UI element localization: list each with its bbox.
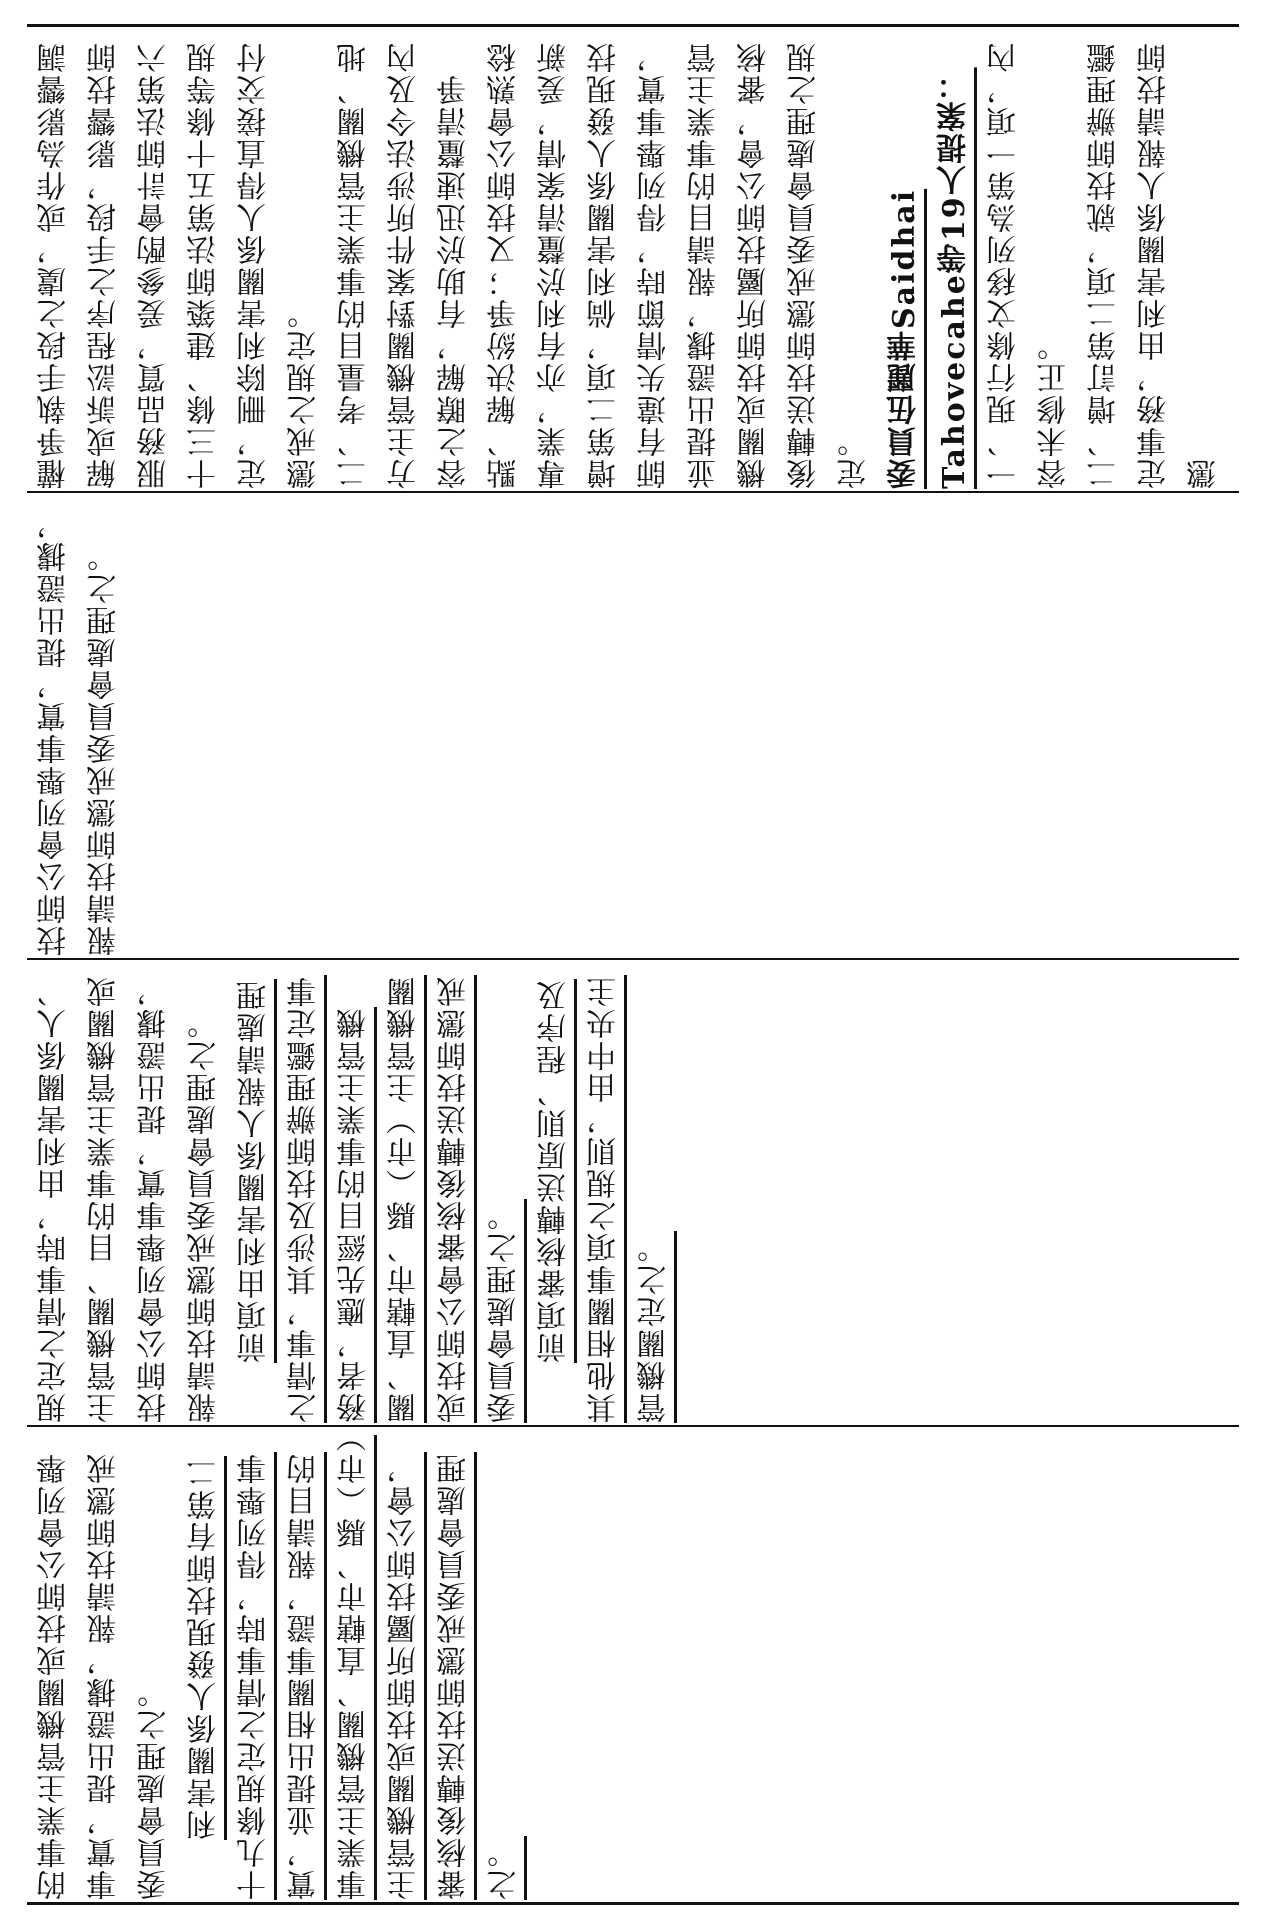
paragraph: 權爭執手段之虞，或作為影響調解或訴訟程序之手段，影響技師服務品質，爰參酌會計師法第六十三條、建築師法第五十條等規定，刪除利害關係人得直接交付懲戒之規定。 bbox=[37, 41, 322, 489]
paragraph: 一、現行條文移列為第一項，內容未修正。 bbox=[987, 41, 1072, 489]
paragraph: 委員伍麗華Saidhai Tahovecahe等19人提案： bbox=[887, 67, 972, 489]
column-divider-3 bbox=[27, 1425, 1239, 1427]
paragraph: 利害關係人發現技師有第二十九條規定之情事時，得列舉事實，並提出相關事證，報請目的事業主管機關、直轄市、縣（市）主管機關或技師所屬技師公會，審核後轉送技師懲戒委員會處理之。 bbox=[187, 1435, 522, 1900]
table-column-1 bbox=[30, 1430, 1230, 1900]
paragraph: 前項審核轉送原則、程序及其他相關事項之規則，由中央主管機關定之。 bbox=[537, 975, 672, 1423]
table-column-3 bbox=[30, 496, 1230, 956]
paragraph: 規定之情事時，由利害關係人、主管機關、目的事業主管機關或技師公會列舉事實，提出證據，報請技師懲戒委員會處理之。 bbox=[37, 975, 222, 1423]
column-divider-2 bbox=[27, 958, 1239, 960]
column-divider-1 bbox=[27, 491, 1239, 493]
table-column-2 bbox=[30, 963, 1230, 1423]
table-column-4 bbox=[30, 29, 1230, 489]
paragraph: 技師公會列舉事實，提出證據，報請技師懲戒委員會處理之。 bbox=[37, 508, 122, 956]
paragraph: 前項由利害關係人報請處理之情事，其涉及技師辦理鑑定事務者，應先經目的事業主管機關、直轄市、縣（市）主管機關或技師公會審核後轉送技師懲戒委員會處理之。 bbox=[237, 975, 522, 1423]
bottom-rule bbox=[27, 1902, 1239, 1905]
paragraph: 二、考量目的事業主管機關、地方主管機關對案件所涉法令及內容之瞭解，有助於迅速釐清爭點、解決紛爭；又技師公會熟稔專業，亦有利於釐清案情，爰新增第二項，倘利害關係人發現技師有違失情節時，得列舉事實，並提出證據，報請目的事業主管機關或技師所屬技師公會，審核後轉送技師懲戒委員會處理之規定。 bbox=[337, 41, 872, 489]
paragraph: 的事業主管機關或技師公會列舉事實，提出證據，報請技師懲戒委員會處理之。 bbox=[37, 1452, 172, 1900]
paragraph: 二、增訂第二項，就技師辦理鑑定事務，由利害關係人報請技師懲 bbox=[1087, 41, 1222, 489]
top-rule bbox=[27, 24, 1239, 27]
